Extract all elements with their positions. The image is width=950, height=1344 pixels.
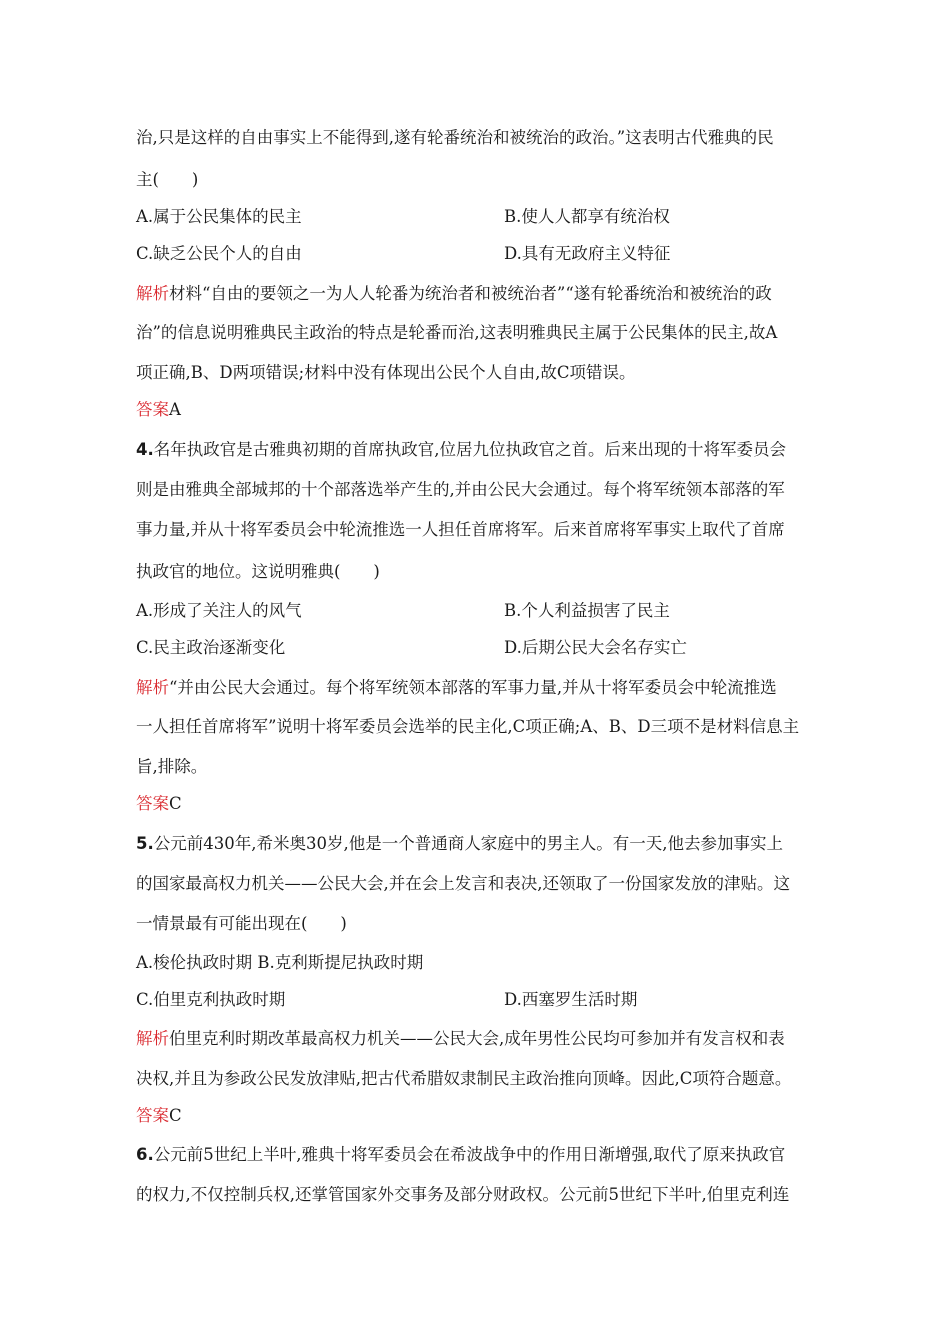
q3-options-row-1 (136, 206, 670, 228)
q5-answer-label: 答案 (136, 1106, 169, 1125)
q3-option-a: A.属于公民集体的民主 (136, 207, 302, 226)
q4-analysis-line-3: 旨,排除。 (136, 757, 208, 776)
q5-answer-line (136, 1105, 182, 1127)
q4-options-row-2 (136, 637, 687, 659)
q4-option-d: D.后期公民大会名存实亡 (504, 638, 687, 657)
q4-number: 4. (136, 440, 154, 459)
q4-option-c: C.民主政治逐渐变化 (136, 638, 286, 657)
q4-option-a: A.形成了关注人的风气 (136, 601, 302, 620)
q6-stem-line-2: 的权力,不仅控制兵权,还掌管国家外交事务及部分财政权。公元前5世纪下半叶,伯里克利连 (136, 1185, 790, 1204)
q5-analysis-text-1: 伯里克利时期改革最高权力机关——公民大会,成年男性公民均可参加并有发言权和表 (169, 1029, 785, 1048)
q5-option-d: D.西塞罗生活时期 (504, 990, 638, 1009)
q4-analysis-line-2: 一人担任首席将军”说明十将军委员会选举的民主化,C项正确;A、B、D三项不是材料信息主 (136, 717, 800, 736)
q3-analysis-line-1 (136, 283, 772, 305)
q3-option-d: D.具有无政府主义特征 (504, 244, 671, 263)
q3-answer-label: 答案 (136, 400, 169, 419)
q4-stem-line-4: 执政官的地位。这说明雅典( ) (136, 562, 380, 581)
q3-analysis-text-1: 材料“自由的要领之一为人人轮番为统治者和被统治者”“遂有轮番统治和被统治的政 (169, 284, 772, 303)
q6-stem-line-1 (136, 1144, 785, 1166)
q3-option-b: B.使人人都享有统治权 (504, 207, 670, 226)
q4-option-b: B.个人利益损害了民主 (504, 601, 670, 620)
q3-answer-line (136, 399, 181, 421)
q4-options-row-1 (136, 600, 670, 622)
q5-stem-text-1: 公元前430年,希米奥30岁,他是一个普通商人家庭中的男主人。有一天,他去参加事实上 (153, 834, 783, 853)
q5-options-row-1: A.梭伦执政时期 B.克利斯提尼执政时期 (136, 953, 424, 972)
q4-analysis-label: 解析 (136, 678, 169, 697)
q5-analysis-line-1 (136, 1028, 785, 1050)
q3-stem-line-1: 治,只是这样的自由事实上不能得到,遂有轮番统治和被统治的政治。”这表明古代雅典的民 (136, 128, 774, 147)
q4-answer-value: C (169, 794, 182, 813)
q5-options-row-2 (136, 989, 638, 1011)
q3-stem-line-2: 主( ) (136, 170, 199, 189)
q3-option-c: C.缺乏公民个人的自由 (136, 244, 302, 263)
q5-analysis-line-2: 决权,并且为参政公民发放津贴,把古代希腊奴隶制民主政治推向顶峰。因此,C项符合题意。 (136, 1069, 792, 1088)
q4-stem-line-1 (136, 439, 786, 461)
q5-stem-line-3: 一情景最有可能出现在( ) (136, 914, 347, 933)
q4-analysis-line-1 (136, 677, 777, 699)
q4-analysis-text-1: “并由公民大会通过。每个将军统领本部落的军事力量,并从十将军委员会中轮流推选 (169, 678, 777, 697)
q3-analysis-label: 解析 (136, 284, 169, 303)
q5-stem-line-1 (136, 833, 783, 855)
q5-answer-value: C (169, 1106, 182, 1125)
q3-options-row-2 (136, 243, 671, 265)
q5-option-c: C.伯里克利执政时期 (136, 990, 286, 1009)
q4-stem-text-1: 名年执政官是古雅典初期的首席执政官,位居九位执政官之首。后来出现的十将军委员会 (153, 440, 786, 459)
q4-stem-line-3: 事力量,并从十将军委员会中轮流推选一人担任首席将军。后来首席将军事实上取代了首席 (136, 520, 785, 539)
q3-answer-value: A (169, 400, 181, 419)
q5-stem-line-2: 的国家最高权力机关——公民大会,并在会上发言和表决,还领取了一份国家发放的津贴。这 (136, 874, 790, 893)
q4-answer-label: 答案 (136, 794, 169, 813)
q6-stem-text-1: 公元前5世纪上半叶,雅典十将军委员会在希波战争中的作用日渐增强,取代了原来执政官 (153, 1145, 786, 1164)
q5-analysis-label: 解析 (136, 1029, 169, 1048)
q6-number: 6. (136, 1145, 154, 1164)
q3-analysis-line-2: 治”的信息说明雅典民主政治的特点是轮番而治,这表明雅典民主属于公民集体的民主,故A (136, 323, 778, 342)
q5-number: 5. (136, 834, 154, 853)
q3-analysis-line-3: 项正确,B、D两项错误;材料中没有体现出公民个人自由,故C项错误。 (136, 363, 636, 382)
q4-stem-line-2: 则是由雅典全部城邦的十个部落选举产生的,并由公民大会通过。每个将军统领本部落的军 (136, 480, 785, 499)
q4-answer-line (136, 793, 182, 815)
